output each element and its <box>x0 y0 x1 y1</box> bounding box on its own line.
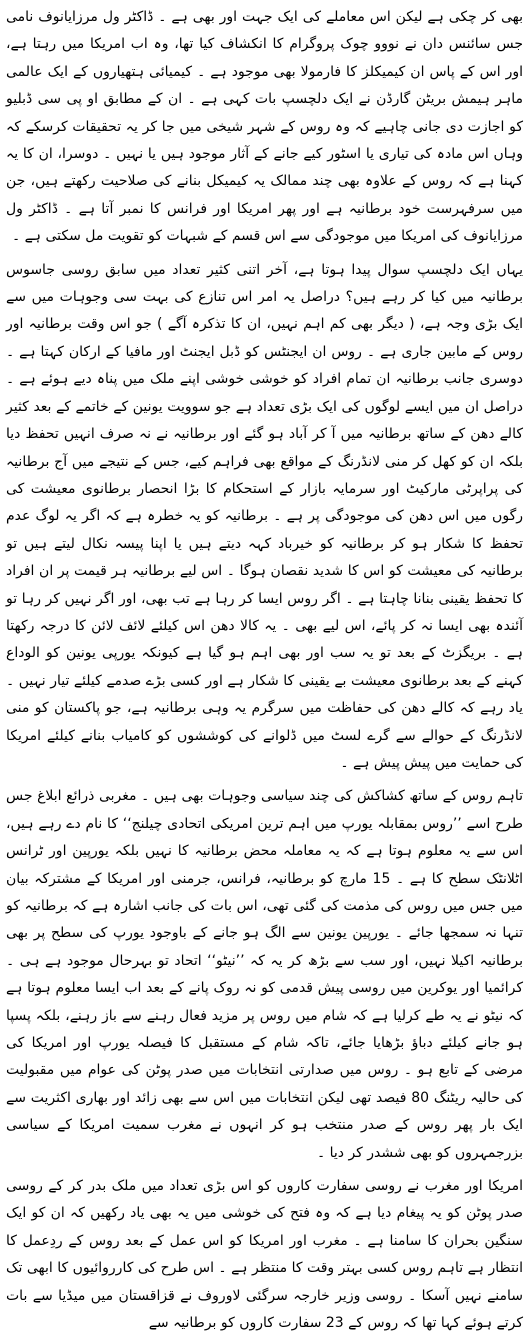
article-paragraph: امریکا اور مغرب نے روسی سفارت کاروں کو اس بڑی تعداد میں ملک بدر کر کے روسی صدر پوٹن کو یہ پیغام دیا ہے کہ وہ فتح کی خوشی میں یہ بھی یاد رکھیں کہ ان کو ایک سنگین بحران کا سامنا ہے ۔ مغرب اور امریکا کو اس عمل کے بعد روس کے ردِعمل کا انتظار ہے تاہم روس کسی بہتر وقت کا منتظر ہے ۔ اس طرح کی کارروائیوں کا ابھی تک سامنے نہیں آسکا ۔ روسی وزیر خارجہ سرگئی لاوروف نے قزاقستان میں میڈیا سے بات کرتے ہوئے کہا تھا کہ روس کے 23 سفارت کاروں کو برطانیہ سے <box>6 1178 523 1332</box>
article-paragraph: یہاں ایک دلچسپ سوال پیدا ہوتا ہے، آخر اتنی کثیر تعداد میں سابق روسی جاسوس برطانیہ میں کیا کر رہے ہیں؟ دراصل یہ امر اس تنازع کی بہت سی وجوہات میں سے ایک بڑی وجہ ہے، ( دیگر بھی کم اہم نہیں، ان کا تذکرہ آگے ) جو اس وقت برطانیہ اور روس کے مابین جاری ہے ۔ روس ان ایجنٹس کو ڈبل ایجنٹ اور مافیا کے ارکان کہتا ہے ۔ دوسری جانب برطانیہ ان تمام افراد کو خوشی خوشی اپنے ملک میں پناہ دیے ہوئے ہے ۔ دراصل ان میں ایسے لوگوں کی ایک بڑی تعداد ہے جو سوویت یونین کے خاتمے کے بعد کثیر کالے دھن کے ساتھ برطانیہ میں آ کر آباد ہو گئے اور برطانیہ نے نہ صرف انہیں تحفظ دیا بلکہ ان کو کھل کر منی لانڈرنگ کے مواقع بھی فراہم کیے، جس کے نتیجے میں آج برطانیہ کی پراپرٹی مارکیٹ اور سرمایہ بازار کے استحکام کا بڑا انحصار برطانوی معیشت کی رگوں میں اس دھن کی موجودگی پر ہے ۔ برطانیہ کو یہ خطرہ ہے کہ اگر یہ لوگ عدم تحفظ کا شکار ہو کر برطانیہ کو خیرباد کہہ دیتے ہیں یا اپنا پیسہ نکال لیتے ہیں تو برطانیہ کی معیشت کو اس کا شدید نقصان ہوگا ۔ اس لیے برطانیہ ہر قیمت پر ان افراد کا تحفظ یقینی بنانا چاہتا ہے ۔ اگر روس ایسا کر رہا ہے تب بھی، اور اگر نہیں کر رہا تو آئندہ بھی ایسا نہ کر پائے، اس لیے بھی ۔ یہ کالا دھن اس کیلئے لائف لائن کا درجہ رکھتا ہے ۔ بریگزٹ کے بعد تو یہ سب اور بھی اہم ہو گیا ہے کیونکہ یورپی یونین کو الوداع کہنے کے بعد برطانوی معیشت بے یقینی کا شکار ہے اور کسی بڑے صدمے کیلئے تیار نہیں ۔ یاد رہے کہ کالے دھن کی حفاظت میں سرگرم یہ وہی برطانیہ ہے، جو پاکستان کو منی لانڈرنگ کے حوالے سے گرے لسٹ میں ڈلوانے کی کوششوں کو کامیاب بنانے کیلئے امریکا کی حمایت میں پیش پیش ہے ۔ <box>6 261 523 771</box>
article-paragraph: بھی کر چکی ہے لیکن اس معاملے کی ایک جہت اور بھی ہے ۔ ڈاکٹر ول مرزایانوف نامی جس سائنس دان نے نووو چوک پروگرام کا انکشاف کیا تھا، وہ اب امریکا میں رہتا ہے، اور اس کے پاس ان کیمیکلز کا فارمولا بھی موجود ہے ۔ کیمیائی ہتھیاروں کے ایک عالمی ماہر ہیمش بریٹن گارڈن نے ایک دلچسپ بات کہی ہے ۔ ان کے مطابق او پی سی ڈبلیو کو اجازت دی جانی چاہیے کہ وہ روس کے شہر شیخی میں جا کر یہ تحقیقات کرسکے کہ وہاں اس مادہ کی تیاری یا اسٹور کیے جانے کے آثار موجود ہیں یا نہیں ۔ دوسرا، ان کا یہ کہنا ہے کہ روس کے علاوہ بھی چند ممالک یہ کیمیکل بنانے کی صلاحیت رکھتے ہیں، جن میں سرفہرست خود برطانیہ ہے اور پھر امریکا اور فرانس کا نمبر آتا ہے ۔ ڈاکٹر ول مرزایانوف کی امریکا میں موجودگی سے اس قسم کے شبہات کو تقویت مل سکتی ہے ۔ <box>6 9 523 245</box>
article-paragraph: تاہم روس کے ساتھ کشاکش کی چند سیاسی وجوہات بھی ہیں ۔ مغربی ذرائع ابلاغ جس طرح اسے ’’روس بمقابلہ یورپ میں اہم ترین امریکی اتحادی چیلنج‘‘ کا نام دے رہے ہیں، اس سے یہ معلوم ہوتا ہے کہ یہ معاملہ محض برطانیہ کا نہیں بلکہ یورپین اور ٹرانس اٹلانٹک سطح کا ہے ۔ 15 مارچ کو برطانیہ، فرانس، جرمنی اور امریکا کے مشترکہ بیان میں جس میں روس کی مذمت کی گئی تھی، اس بات کی جانب اشارہ ہے کہ برطانیہ کو تنہا نہ سمجھا جائے ۔ یورپین یونین سے الگ ہو جانے کے باوجود یورپ کی سطح پر بھی برطانیہ اکیلا نہیں، اور سب سے بڑھ کر یہ کہ ’’نیٹو‘‘ اتحاد تو بہرحال موجود ہے ہی ۔ کرائمیا اور یوکرین میں روسی پیش قدمی کو نہ روک پانے کے بعد اب ایسا معلوم ہوتا ہے کہ نیٹو نے یہ طے کرلیا ہے کہ شام میں روس پر مزید فعال رہنے سے باز رہنے، بلکہ پسپا ہو جانے کیلئے دباؤ بڑھایا جائے، تاکہ شام کے مستقبل کا فیصلہ یورپ اور امریکا کی مرضی کے تابع ہو ۔ روس میں صدارتی انتخابات میں صدر پوٹن کی عوام میں مقبولیت کی حالیہ ریٹنگ 80 فیصد تھی لیکن انتخابات میں اس سے بھی زائد اور بھاری اکثریت سے ایک بار پھر روس کے صدر منتخب ہو کر انہوں نے مغرب سمیت امریکا کے سیاسی بزرجمہروں کو بھی ششدر کر دیا ۔ <box>6 788 523 1161</box>
